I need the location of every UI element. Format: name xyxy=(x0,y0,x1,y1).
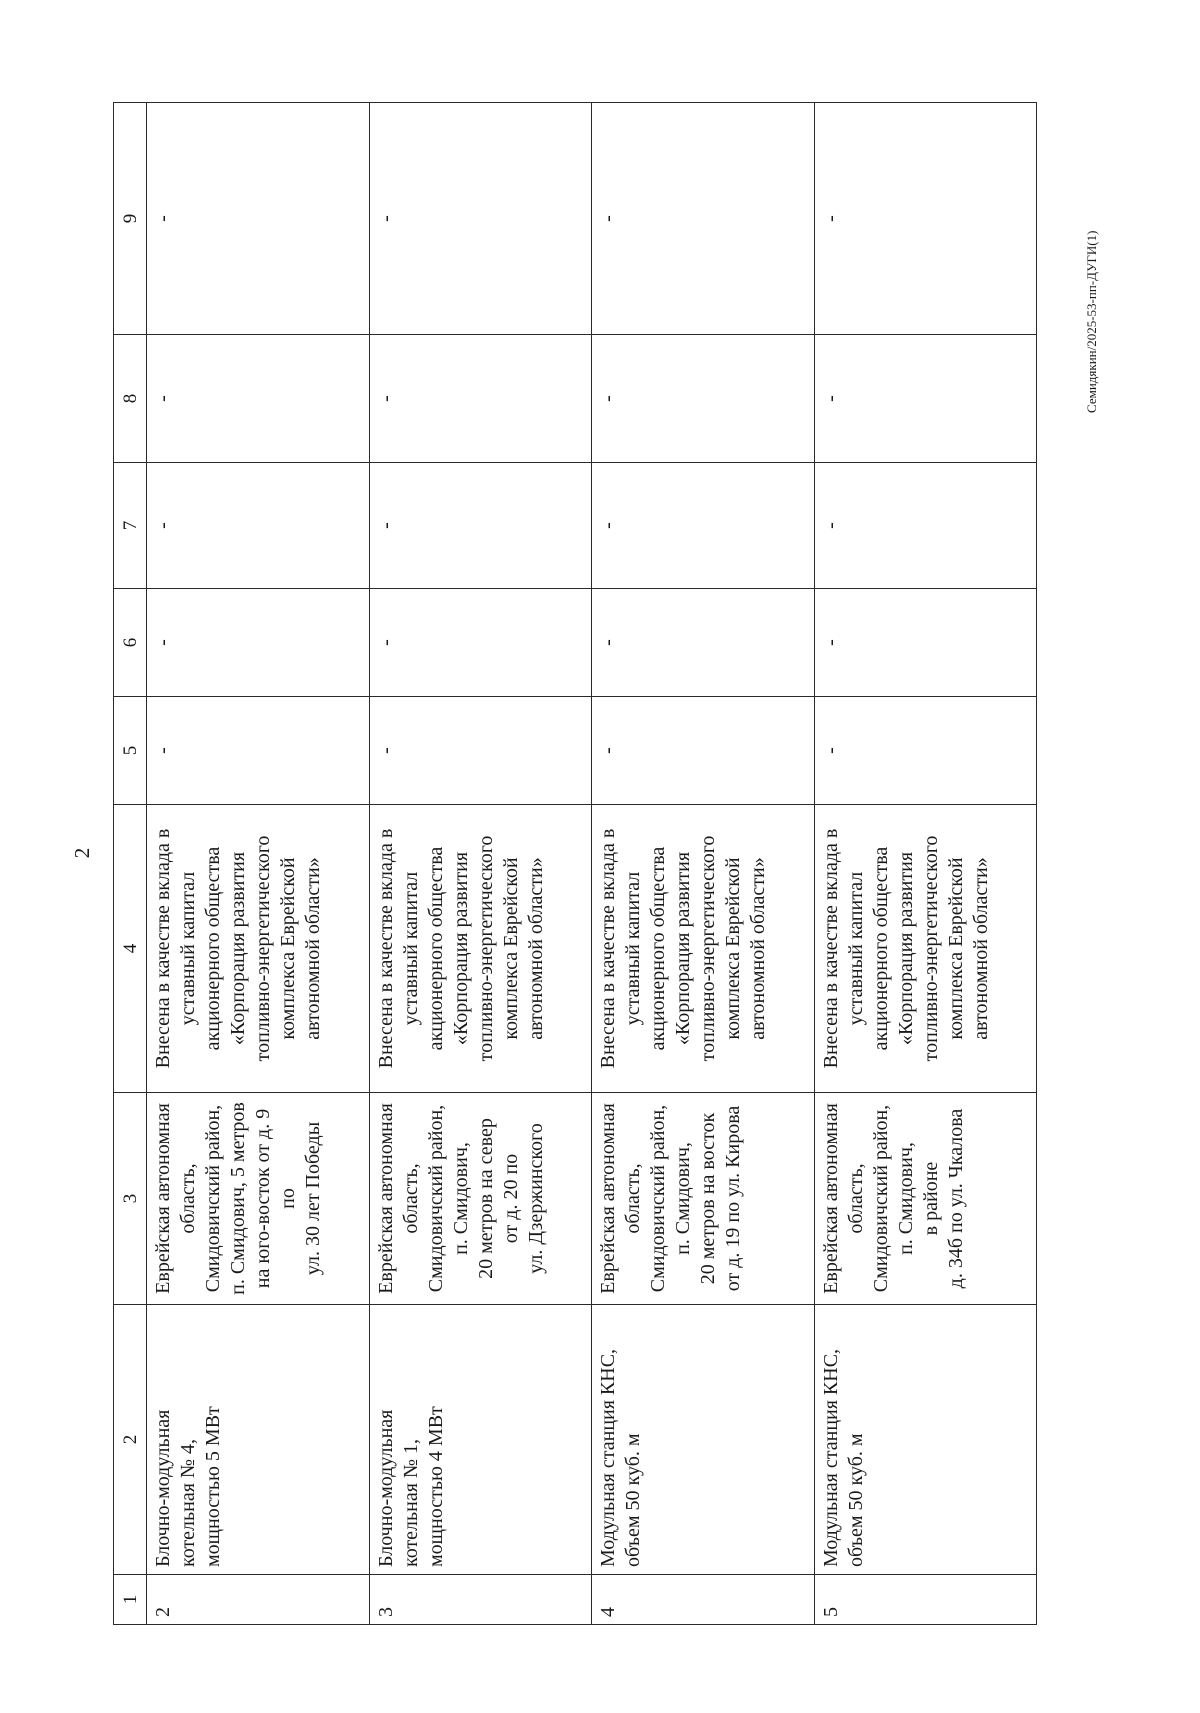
cell-col7: - xyxy=(369,463,592,589)
row-number: 4 xyxy=(592,1575,815,1625)
column-header: 1 xyxy=(114,1575,147,1625)
column-header: 3 xyxy=(114,1093,147,1305)
table-row xyxy=(147,103,370,1625)
object-note: Внесена в качестве вклада в уставный капитал акционерного общества «Корпорация развития топливно-энергетического комплекса Еврейской автономной области» xyxy=(814,805,1037,1093)
object-note: Внесена в качестве вклада в уставный капитал акционерного общества «Корпорация развития топливно-энергетического комплекса Еврейской автономной области» xyxy=(147,805,370,1093)
table-row xyxy=(592,103,815,1625)
table-header-row xyxy=(114,103,147,1625)
cell-col7: - xyxy=(592,463,815,589)
object-name: Блочно-модульная котельная № 4, мощностью 5 МВт xyxy=(147,1305,370,1575)
cell-col5: - xyxy=(592,697,815,805)
object-name: Модульная станция КНС, объем 50 куб. м xyxy=(814,1305,1037,1575)
cell-col6: - xyxy=(147,589,370,697)
column-header: 4 xyxy=(114,805,147,1093)
column-header: 2 xyxy=(114,1305,147,1575)
page-number: 2 xyxy=(70,847,94,859)
cell-col8: - xyxy=(147,335,370,463)
object-address: Еврейская автономная область, Смидовичский район, п. Смидович, 20 метров на восток от д. 19 по ул. Кирова xyxy=(592,1093,815,1305)
cell-col9: - xyxy=(592,103,815,335)
cell-col5: - xyxy=(814,697,1037,805)
property-table xyxy=(113,102,1037,1625)
cell-col8: - xyxy=(369,335,592,463)
table-row xyxy=(814,103,1037,1625)
column-header: 5 xyxy=(114,697,147,805)
column-header: 8 xyxy=(114,335,147,463)
cell-col7: - xyxy=(147,463,370,589)
cell-col7: - xyxy=(814,463,1037,589)
object-name: Модульная станция КНС, объем 50 куб. м xyxy=(592,1305,815,1575)
column-header: 9 xyxy=(114,103,147,335)
document-registration-code: Семидякин/2025-53-пп-ДУГИ(1) xyxy=(1084,230,1099,413)
row-number: 3 xyxy=(369,1575,592,1625)
cell-col5: - xyxy=(147,697,370,805)
cell-col9: - xyxy=(147,103,370,335)
column-header: 7 xyxy=(114,463,147,589)
object-note: Внесена в качестве вклада в уставный капитал акционерного общества «Корпорация развития топливно-энергетического комплекса Еврейской автономной области» xyxy=(369,805,592,1093)
cell-col9: - xyxy=(369,103,592,335)
row-number: 5 xyxy=(814,1575,1037,1625)
cell-col8: - xyxy=(814,335,1037,463)
object-name: Блочно-модульная котельная № 1, мощностью 4 МВт xyxy=(369,1305,592,1575)
cell-col5: - xyxy=(369,697,592,805)
object-address: Еврейская автономная область, Смидовичский район, п. Смидович, в районе д. 34б по ул. Чкалова xyxy=(814,1093,1037,1305)
object-note: Внесена в качестве вклада в уставный капитал акционерного общества «Корпорация развития топливно-энергетического комплекса Еврейской автономной области» xyxy=(592,805,815,1093)
cell-col6: - xyxy=(592,589,815,697)
cell-col9: - xyxy=(814,103,1037,335)
cell-col6: - xyxy=(814,589,1037,697)
row-number: 2 xyxy=(147,1575,370,1625)
cell-col8: - xyxy=(592,335,815,463)
column-header: 6 xyxy=(114,589,147,697)
cell-col6: - xyxy=(369,589,592,697)
table-row xyxy=(369,103,592,1625)
object-address: Еврейская автономная область, Смидовичский район, п. Смидович, 20 метров на север от д. 20 по ул. Дзержинского xyxy=(369,1093,592,1305)
object-address: Еврейская автономная область, Смидовичский район, п. Смидович, 5 метров на юго-восток от д. 9 по ул. 30 лет Победы xyxy=(147,1093,370,1305)
